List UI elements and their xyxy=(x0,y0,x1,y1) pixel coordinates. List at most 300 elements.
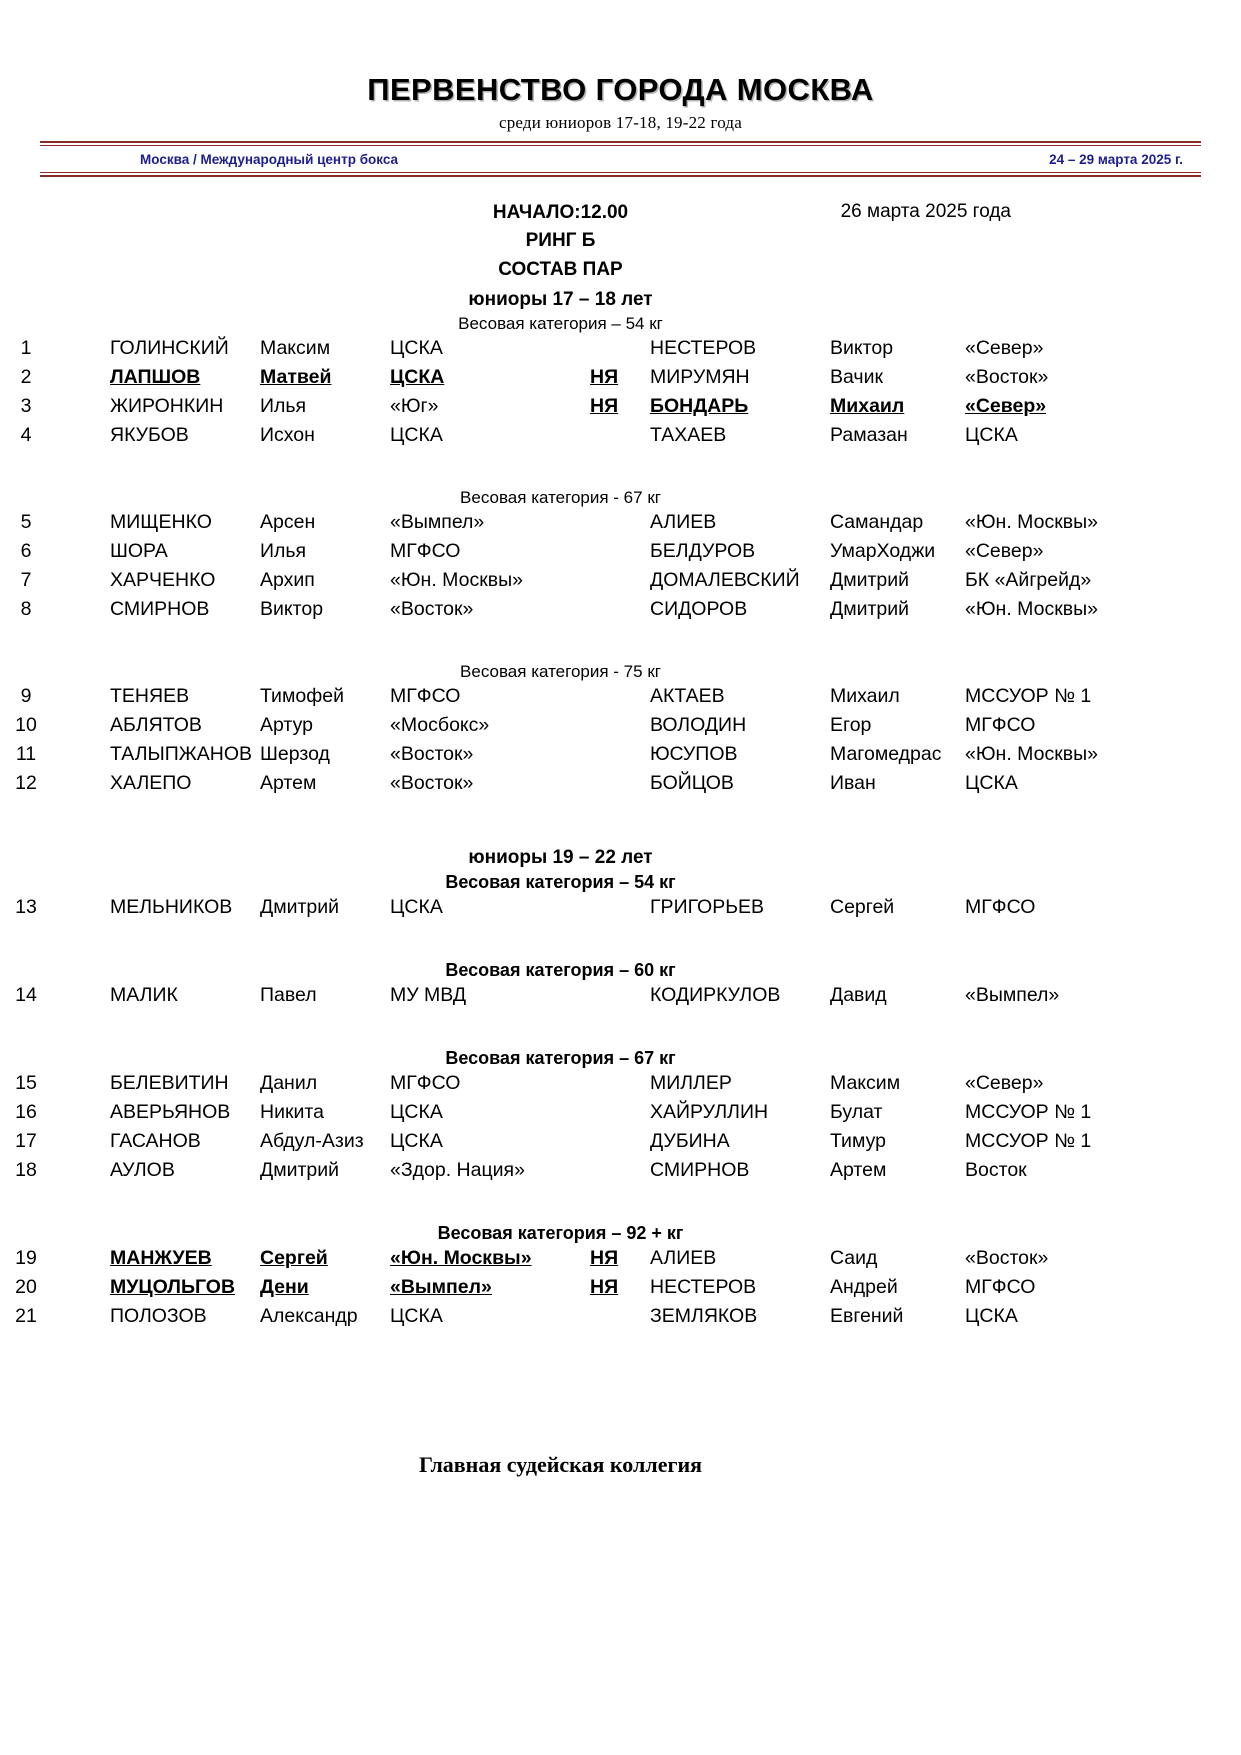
session-list-label: СОСТАВ ПАР xyxy=(498,259,623,281)
blue-corner-lastname xyxy=(650,422,830,450)
blue-corner-lastname-text: БЕЛДУРОВ xyxy=(650,539,756,562)
blue-corner-firstname-text: Артем xyxy=(830,1158,887,1181)
result-code xyxy=(566,712,650,740)
bout-group xyxy=(0,1070,1241,1186)
blue-corner-firstname xyxy=(830,982,965,1010)
weight-category-title: Весовая категория - 67 кг xyxy=(460,487,661,507)
red-corner-firstname-text: Артем xyxy=(260,771,317,794)
result-code xyxy=(566,393,650,421)
bout-number xyxy=(0,1099,52,1127)
red-corner-club xyxy=(390,393,566,421)
red-corner-lastname xyxy=(52,538,260,566)
bout-listing xyxy=(0,289,1241,1332)
red-corner-club xyxy=(390,894,566,922)
session-date: 26 марта 2025 года xyxy=(840,200,1011,222)
red-corner-firstname-text: Александр xyxy=(260,1304,358,1327)
blue-corner-firstname-text: Максим xyxy=(830,1071,901,1094)
red-corner-club xyxy=(390,1099,566,1127)
red-corner-firstname-text: Виктор xyxy=(260,597,324,620)
table-row xyxy=(0,1070,1241,1099)
blue-corner-club-text: «Север» xyxy=(965,1071,1044,1094)
red-corner-lastname-text: МИЩЕНКО xyxy=(110,510,212,533)
bout-number-text: 2 xyxy=(20,365,32,388)
red-corner-lastname xyxy=(52,1070,260,1098)
session-start-time: НАЧАЛО:12.00 xyxy=(492,201,629,223)
red-corner-club-text: «Юн. Москвы» xyxy=(390,568,523,591)
bout-number xyxy=(0,1070,52,1098)
blue-corner-lastname-text: КОДИРКУЛОВ xyxy=(650,983,781,1006)
red-corner-firstname xyxy=(260,538,390,566)
blue-corner-lastname xyxy=(650,1070,830,1098)
bout-number xyxy=(0,567,52,595)
blue-corner-firstname-text: Тимур xyxy=(830,1129,886,1152)
blue-corner-lastname xyxy=(650,1157,830,1185)
blue-corner-lastname xyxy=(650,567,830,595)
weight-category-title: Весовая категория – 67 кг xyxy=(445,1047,676,1068)
blue-corner-lastname-text: ГРИГОРЬЕВ xyxy=(650,895,765,918)
red-corner-lastname-text: АУЛОВ xyxy=(110,1158,175,1181)
blue-corner-firstname xyxy=(830,683,965,711)
red-corner-lastname xyxy=(52,422,260,450)
blue-corner-lastname xyxy=(650,1245,830,1273)
blue-corner-club-text: МГФСО xyxy=(965,895,1036,918)
category-spacer xyxy=(0,1011,1241,1045)
result-code xyxy=(566,1070,650,1098)
red-corner-club-text: ЦСКА xyxy=(390,1100,443,1123)
blue-corner-firstname xyxy=(830,393,965,421)
blue-corner-lastname xyxy=(650,741,830,769)
blue-corner-club-text: МССУОР № 1 xyxy=(965,1129,1092,1152)
red-corner-firstname xyxy=(260,509,390,537)
weight-category-title: Весовая категория - 75 кг xyxy=(460,661,661,681)
red-corner-firstname xyxy=(260,894,390,922)
red-corner-club-text: ЦСКА xyxy=(390,1304,443,1327)
blue-corner-club-text: ЦСКА xyxy=(965,1304,1018,1327)
session-ring: РИНГ Б xyxy=(525,230,596,252)
red-corner-firstname xyxy=(260,393,390,421)
blue-corner-lastname-text: МИРУМЯН xyxy=(650,365,750,388)
blue-corner-firstname-text: Давид xyxy=(830,983,887,1006)
result-code-text: НЯ xyxy=(590,1275,619,1298)
blue-corner-club xyxy=(965,538,1155,566)
table-row xyxy=(0,335,1241,364)
result-code xyxy=(566,1128,650,1156)
red-corner-lastname xyxy=(52,1128,260,1156)
bout-number-text: 15 xyxy=(15,1071,37,1094)
blue-corner-lastname xyxy=(650,364,830,392)
blue-corner-firstname-text: Рамазан xyxy=(830,423,908,446)
red-corner-club xyxy=(390,596,566,624)
red-corner-firstname-text: Шерзод xyxy=(260,742,330,765)
red-corner-club xyxy=(390,982,566,1010)
blue-corner-lastname-text: БОЙЦОВ xyxy=(650,771,734,794)
bout-number-text: 19 xyxy=(15,1246,37,1269)
red-corner-lastname-text: ХАРЧЕНКО xyxy=(110,568,216,591)
divider-bottom xyxy=(0,172,1241,177)
blue-corner-club-text: «Север» xyxy=(965,336,1044,359)
blue-corner-firstname-text: Сергей xyxy=(830,895,895,918)
category-spacer xyxy=(0,1186,1241,1220)
age-group-title: юниоры 17 – 18 лет xyxy=(468,288,653,310)
red-corner-club xyxy=(390,1245,566,1273)
red-corner-firstname-text: Данил xyxy=(260,1071,318,1094)
blue-corner-club-text: «Юн. Москвы» xyxy=(965,597,1098,620)
blue-corner-firstname xyxy=(830,1274,965,1302)
table-row xyxy=(0,1303,1241,1332)
red-corner-club-text: ЦСКА xyxy=(390,895,443,918)
blue-corner-club-text: ЦСКА xyxy=(965,423,1018,446)
blue-corner-club xyxy=(965,683,1155,711)
bout-group xyxy=(0,982,1241,1011)
result-code xyxy=(566,596,650,624)
bout-number-text: 6 xyxy=(20,539,32,562)
blue-corner-club-text: «Восток» xyxy=(965,1246,1049,1269)
red-corner-lastname-text: ГАСАНОВ xyxy=(110,1129,201,1152)
blue-corner-lastname xyxy=(650,770,830,798)
blue-corner-lastname-text: БОНДАРЬ xyxy=(650,394,749,417)
table-row xyxy=(0,1128,1241,1157)
red-corner-firstname-text: Никита xyxy=(260,1100,324,1123)
red-corner-club xyxy=(390,1128,566,1156)
venue-label: Москва / Международный центр бокса xyxy=(140,151,399,167)
result-code xyxy=(566,1303,650,1331)
red-corner-club-text: МГФСО xyxy=(390,1071,461,1094)
table-row xyxy=(0,712,1241,741)
blue-corner-lastname-text: ДОМАЛЕВСКИЙ xyxy=(650,568,800,591)
weight-category-title: Весовая категория – 54 кг xyxy=(458,313,663,333)
red-corner-lastname-text: СМИРНОВ xyxy=(110,597,210,620)
red-corner-club xyxy=(390,683,566,711)
bout-number xyxy=(0,1274,52,1302)
blue-corner-lastname xyxy=(650,982,830,1010)
blue-corner-lastname xyxy=(650,894,830,922)
red-corner-firstname xyxy=(260,982,390,1010)
bout-number xyxy=(0,393,52,421)
venue-bar xyxy=(0,146,1241,167)
blue-corner-lastname xyxy=(650,596,830,624)
red-corner-club xyxy=(390,770,566,798)
red-corner-lastname-text: ЛАПШОВ xyxy=(110,365,201,388)
red-corner-firstname xyxy=(260,770,390,798)
bout-number-text: 17 xyxy=(15,1129,37,1152)
red-corner-club-text: «Мосбокс» xyxy=(390,713,490,736)
red-corner-firstname-text: Архип xyxy=(260,568,315,591)
group-spacer xyxy=(0,799,1241,835)
red-corner-firstname xyxy=(260,1128,390,1156)
red-corner-firstname xyxy=(260,1157,390,1185)
blue-corner-lastname-text: СМИРНОВ xyxy=(650,1158,750,1181)
table-row xyxy=(0,393,1241,422)
red-corner-firstname-text: Илья xyxy=(260,394,307,417)
bout-group xyxy=(0,335,1241,451)
page-subtitle: среди юниоров 17-18, 19-22 года xyxy=(498,112,743,132)
red-corner-firstname xyxy=(260,567,390,595)
red-corner-firstname-text: Сергей xyxy=(260,1246,328,1269)
table-row xyxy=(0,982,1241,1011)
red-corner-club xyxy=(390,335,566,363)
blue-corner-firstname xyxy=(830,741,965,769)
result-code xyxy=(566,538,650,566)
result-code xyxy=(566,683,650,711)
result-code xyxy=(566,1099,650,1127)
red-corner-club xyxy=(390,364,566,392)
red-corner-firstname xyxy=(260,1245,390,1273)
category-spacer xyxy=(0,625,1241,659)
blue-corner-firstname-text: Дмитрий xyxy=(830,597,910,620)
red-corner-firstname-text: Максим xyxy=(260,336,331,359)
blue-corner-club-text: МССУОР № 1 xyxy=(965,684,1092,707)
blue-corner-club xyxy=(965,1157,1155,1185)
red-corner-club xyxy=(390,741,566,769)
category-spacer xyxy=(0,451,1241,485)
bout-number xyxy=(0,770,52,798)
red-corner-lastname xyxy=(52,1303,260,1331)
blue-corner-club xyxy=(965,567,1155,595)
table-row xyxy=(0,538,1241,567)
blue-corner-club-text: МГФСО xyxy=(965,1275,1036,1298)
blue-corner-lastname xyxy=(650,1274,830,1302)
result-code xyxy=(566,1274,650,1302)
blue-corner-club xyxy=(965,1070,1155,1098)
blue-corner-club-text: МССУОР № 1 xyxy=(965,1100,1092,1123)
red-corner-firstname-text: Матвей xyxy=(260,365,332,388)
blue-corner-lastname-text: НЕСТЕРОВ xyxy=(650,1275,757,1298)
red-corner-lastname-text: БЕЛЕВИТИН xyxy=(110,1071,229,1094)
red-corner-lastname-text: МЕЛЬНИКОВ xyxy=(110,895,233,918)
red-corner-firstname-text: Абдул-Азиз xyxy=(260,1129,364,1152)
red-corner-lastname-text: ТАЛЫПЖАНОВ xyxy=(110,742,253,765)
blue-corner-firstname xyxy=(830,712,965,740)
blue-corner-club xyxy=(965,422,1155,450)
blue-corner-club-text: «Север» xyxy=(965,394,1047,417)
bout-number-text: 1 xyxy=(20,336,32,359)
red-corner-firstname xyxy=(260,596,390,624)
blue-corner-firstname xyxy=(830,1128,965,1156)
bout-number xyxy=(0,596,52,624)
result-code xyxy=(566,364,650,392)
red-corner-firstname xyxy=(260,422,390,450)
blue-corner-lastname-text: ТАХАЕВ xyxy=(650,423,727,446)
red-corner-lastname xyxy=(52,335,260,363)
red-corner-lastname xyxy=(52,393,260,421)
blue-corner-lastname xyxy=(650,335,830,363)
red-corner-firstname xyxy=(260,741,390,769)
blue-corner-firstname-text: Самандар xyxy=(830,510,924,533)
blue-corner-firstname-text: Егор xyxy=(830,713,872,736)
bout-number xyxy=(0,1303,52,1331)
blue-corner-firstname xyxy=(830,1245,965,1273)
red-corner-firstname-text: Дмитрий xyxy=(260,1158,340,1181)
blue-corner-lastname-text: АЛИЕВ xyxy=(650,1246,717,1269)
blue-corner-club xyxy=(965,982,1155,1010)
page-title: ПЕРВЕНСТВО ГОРОДА МОСКВА xyxy=(367,72,874,107)
red-corner-club xyxy=(390,1274,566,1302)
red-corner-club-text: «Юн. Москвы» xyxy=(390,1246,532,1269)
red-corner-club xyxy=(390,509,566,537)
red-corner-lastname xyxy=(52,894,260,922)
result-code xyxy=(566,335,650,363)
blue-corner-lastname xyxy=(650,509,830,537)
table-row xyxy=(0,770,1241,799)
blue-corner-lastname xyxy=(650,683,830,711)
bout-number xyxy=(0,538,52,566)
table-row xyxy=(0,422,1241,451)
bout-number-text: 21 xyxy=(15,1304,37,1327)
blue-corner-club xyxy=(965,335,1155,363)
red-corner-firstname xyxy=(260,335,390,363)
red-corner-club-text: «Восток» xyxy=(390,742,474,765)
blue-corner-firstname xyxy=(830,509,965,537)
bout-group xyxy=(0,894,1241,923)
blue-corner-lastname xyxy=(650,712,830,740)
red-corner-firstname-text: Тимофей xyxy=(260,684,344,707)
result-code xyxy=(566,567,650,595)
red-corner-club xyxy=(390,1070,566,1098)
red-corner-lastname-text: АБЛЯТОВ xyxy=(110,713,202,736)
red-corner-firstname-text: Дени xyxy=(260,1275,309,1298)
blue-corner-firstname-text: Михаил xyxy=(830,394,905,417)
blue-corner-firstname-text: Иван xyxy=(830,771,876,794)
blue-corner-firstname-text: Вачик xyxy=(830,365,884,388)
red-corner-lastname-text: ХАЛЕПО xyxy=(110,771,192,794)
bout-number xyxy=(0,364,52,392)
red-corner-club-text: «Восток» xyxy=(390,771,474,794)
table-row xyxy=(0,1274,1241,1303)
red-corner-club-text: «Юг» xyxy=(390,394,439,417)
red-corner-lastname xyxy=(52,712,260,740)
red-corner-club xyxy=(390,712,566,740)
red-corner-firstname xyxy=(260,1303,390,1331)
red-corner-firstname-text: Илья xyxy=(260,539,307,562)
red-corner-lastname xyxy=(52,509,260,537)
bout-number xyxy=(0,1245,52,1273)
red-corner-lastname-text: ЖИРОНКИН xyxy=(110,394,224,417)
bout-number-text: 14 xyxy=(15,983,37,1006)
red-corner-club-text: «Здор. Нация» xyxy=(390,1158,525,1181)
blue-corner-club-text: БК «Айгрейд» xyxy=(965,568,1092,591)
blue-corner-club xyxy=(965,770,1155,798)
table-row xyxy=(0,1099,1241,1128)
blue-corner-lastname-text: ЮСУПОВ xyxy=(650,742,738,765)
blue-corner-club xyxy=(965,741,1155,769)
bout-number xyxy=(0,422,52,450)
red-corner-club-text: МГФСО xyxy=(390,684,461,707)
blue-corner-club-text: «Север» xyxy=(965,539,1044,562)
blue-corner-club xyxy=(965,364,1155,392)
blue-corner-lastname xyxy=(650,538,830,566)
blue-corner-club-text: «Восток» xyxy=(965,365,1049,388)
weight-category-title: Весовая категория – 54 кг xyxy=(445,871,676,892)
red-corner-club-text: МГФСО xyxy=(390,539,461,562)
blue-corner-firstname-text: Дмитрий xyxy=(830,568,910,591)
red-corner-firstname xyxy=(260,364,390,392)
blue-corner-firstname xyxy=(830,1070,965,1098)
bout-number xyxy=(0,894,52,922)
blue-corner-firstname xyxy=(830,364,965,392)
blue-corner-firstname-text: Виктор xyxy=(830,336,894,359)
red-corner-club-text: ЦСКА xyxy=(390,336,443,359)
blue-corner-club xyxy=(965,712,1155,740)
bout-number xyxy=(0,683,52,711)
blue-corner-lastname-text: МИЛЛЕР xyxy=(650,1071,732,1094)
table-row xyxy=(0,741,1241,770)
red-corner-club-text: МУ МВД xyxy=(390,983,467,1006)
red-corner-lastname-text: ШОРА xyxy=(110,539,168,562)
bout-number-text: 16 xyxy=(15,1100,37,1123)
red-corner-club xyxy=(390,1157,566,1185)
blue-corner-club xyxy=(965,1128,1155,1156)
table-row xyxy=(0,567,1241,596)
red-corner-lastname xyxy=(52,1245,260,1273)
table-row xyxy=(0,596,1241,625)
result-code xyxy=(566,509,650,537)
category-spacer xyxy=(0,923,1241,957)
blue-corner-club xyxy=(965,1245,1155,1273)
bout-number-text: 5 xyxy=(20,510,32,533)
red-corner-lastname-text: АВЕРЬЯНОВ xyxy=(110,1100,231,1123)
result-code-text: НЯ xyxy=(590,365,619,388)
red-corner-lastname-text: ЯКУБОВ xyxy=(110,423,189,446)
red-corner-firstname-text: Павел xyxy=(260,983,317,1006)
blue-corner-firstname xyxy=(830,1099,965,1127)
bout-number-text: 10 xyxy=(15,713,37,736)
bout-number xyxy=(0,1128,52,1156)
bout-number-text: 20 xyxy=(15,1275,37,1298)
red-corner-firstname xyxy=(260,683,390,711)
bout-number-text: 8 xyxy=(20,597,32,620)
bout-group xyxy=(0,683,1241,799)
red-corner-firstname xyxy=(260,1070,390,1098)
red-corner-lastname xyxy=(52,596,260,624)
blue-corner-firstname-text: Андрей xyxy=(830,1275,898,1298)
red-corner-lastname xyxy=(52,770,260,798)
red-corner-club-text: «Вымпел» xyxy=(390,1275,492,1298)
blue-corner-firstname xyxy=(830,567,965,595)
bout-number-text: 13 xyxy=(15,895,37,918)
blue-corner-lastname-text: НЕСТЕРОВ xyxy=(650,336,757,359)
result-code-text: НЯ xyxy=(590,394,619,417)
red-corner-firstname xyxy=(260,712,390,740)
event-dates-label: 24 – 29 марта 2025 г. xyxy=(1049,151,1183,167)
red-corner-lastname-text: МАЛИК xyxy=(110,983,178,1006)
blue-corner-club xyxy=(965,1303,1155,1331)
blue-corner-firstname-text: Булат xyxy=(830,1100,883,1123)
blue-corner-firstname-text: Магомедрас xyxy=(830,742,942,765)
table-row xyxy=(0,683,1241,712)
red-corner-lastname-text: МАНЖУЕВ xyxy=(110,1246,212,1269)
red-corner-firstname-text: Арсен xyxy=(260,510,316,533)
bout-group xyxy=(0,1245,1241,1332)
bout-number-text: 9 xyxy=(20,684,32,707)
blue-corner-club xyxy=(965,393,1155,421)
bout-number-text: 7 xyxy=(20,568,32,591)
bout-number-text: 11 xyxy=(15,742,37,765)
blue-corner-firstname xyxy=(830,335,965,363)
blue-corner-firstname xyxy=(830,422,965,450)
blue-corner-lastname-text: ХАЙРУЛЛИН xyxy=(650,1100,769,1123)
blue-corner-firstname-text: УмарХоджи xyxy=(830,539,936,562)
blue-corner-club-text: Восток xyxy=(965,1158,1027,1181)
blue-corner-club-text: «Юн. Москвы» xyxy=(965,742,1098,765)
red-corner-club-text: ЦСКА xyxy=(390,365,445,388)
red-corner-lastname xyxy=(52,364,260,392)
red-corner-firstname xyxy=(260,1099,390,1127)
blue-corner-firstname-text: Евгений xyxy=(830,1304,904,1327)
red-corner-lastname xyxy=(52,741,260,769)
bout-number xyxy=(0,1157,52,1185)
red-corner-lastname xyxy=(52,1099,260,1127)
bout-group xyxy=(0,509,1241,625)
